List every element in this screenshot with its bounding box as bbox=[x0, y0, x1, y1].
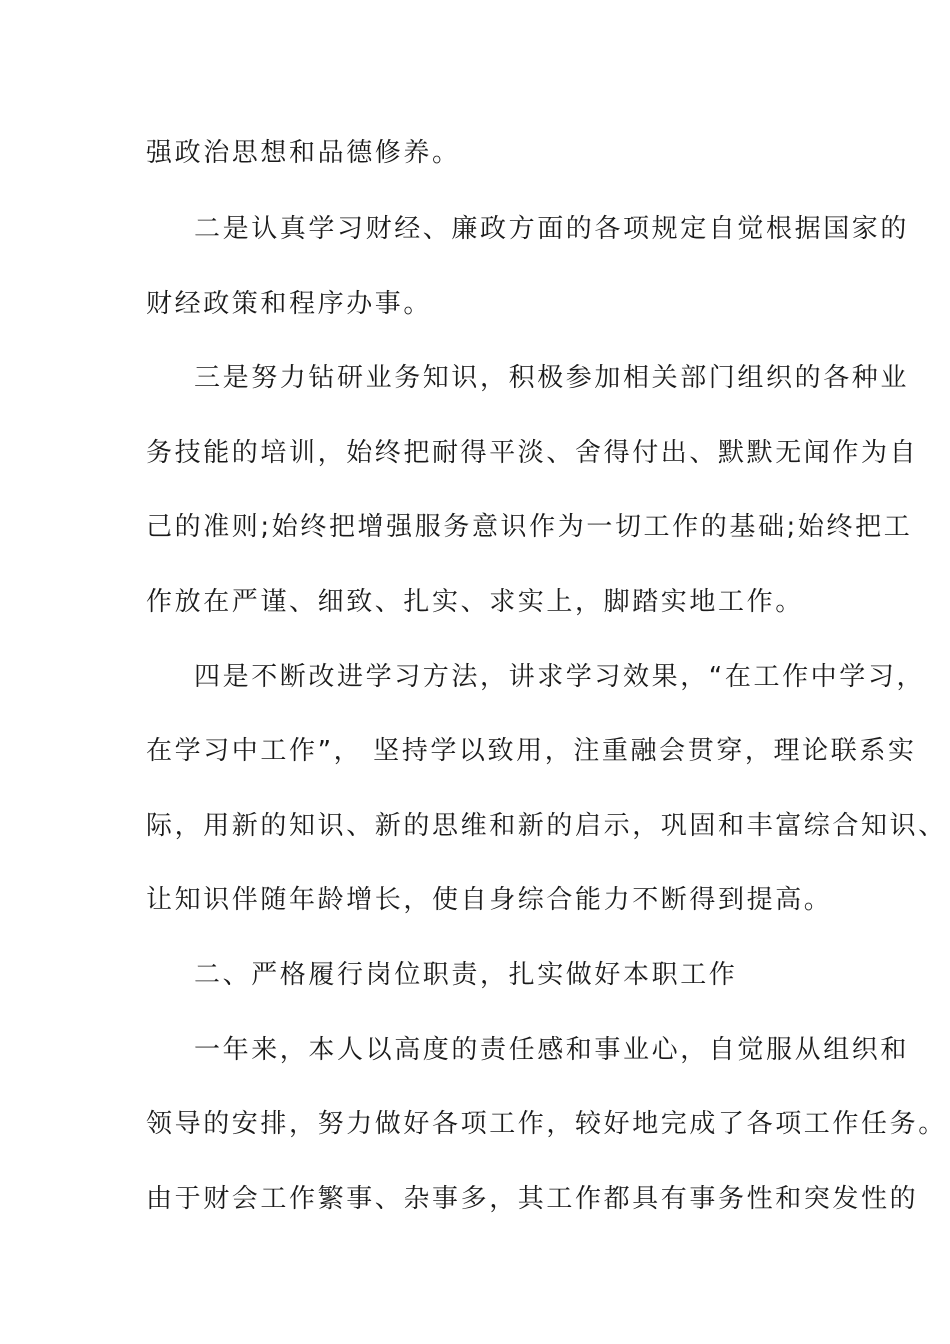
text-line-2: 二是认真学习财经、廉政方面的各项规定自觉根据国家的 bbox=[194, 214, 910, 244]
text-line-11: 让知识伴随年龄增长，使自身综合能力不断得到提高。 bbox=[146, 885, 833, 915]
text-line-4: 三是努力钻研业务知识，积极参加相关部门组织的各种业 bbox=[194, 363, 910, 393]
text-line-7: 作放在严谨、细致、扎实、求实上，脚踏实地工作。 bbox=[146, 587, 804, 617]
text-line-10: 际，用新的知识、新的思维和新的启示，巩固和丰富综合知识、 bbox=[146, 811, 947, 841]
text-line-14: 领导的安排，努力做好各项工作，较好地完成了各项工作任务。 bbox=[146, 1109, 947, 1139]
text-line-3: 财经政策和程序办事。 bbox=[146, 289, 433, 319]
text-line-8: 四是不断改进学习方法，讲求学习效果，“在工作中学习， bbox=[194, 662, 926, 692]
section-heading: 二、严格履行岗位职责，扎实做好本职工作 bbox=[194, 960, 738, 990]
text-line-9: 在学习中工作”， 坚持学以致用，注重融会贯穿，理论联系实 bbox=[146, 736, 917, 766]
text-line-6: 己的准则;始终把增强服务意识作为一切工作的基础;始终把工 bbox=[146, 512, 913, 542]
text-line-5: 务技能的培训，始终把耐得平淡、舍得付出、默默无闻作为自 bbox=[146, 438, 919, 468]
text-line-13: 一年来，本人以高度的责任感和事业心，自觉服从组织和 bbox=[194, 1035, 910, 1065]
text-line-1: 强政治思想和品德修养。 bbox=[146, 138, 461, 168]
text-line-15: 由于财会工作繁事、杂事多，其工作都具有事务性和突发性的 bbox=[146, 1184, 919, 1214]
